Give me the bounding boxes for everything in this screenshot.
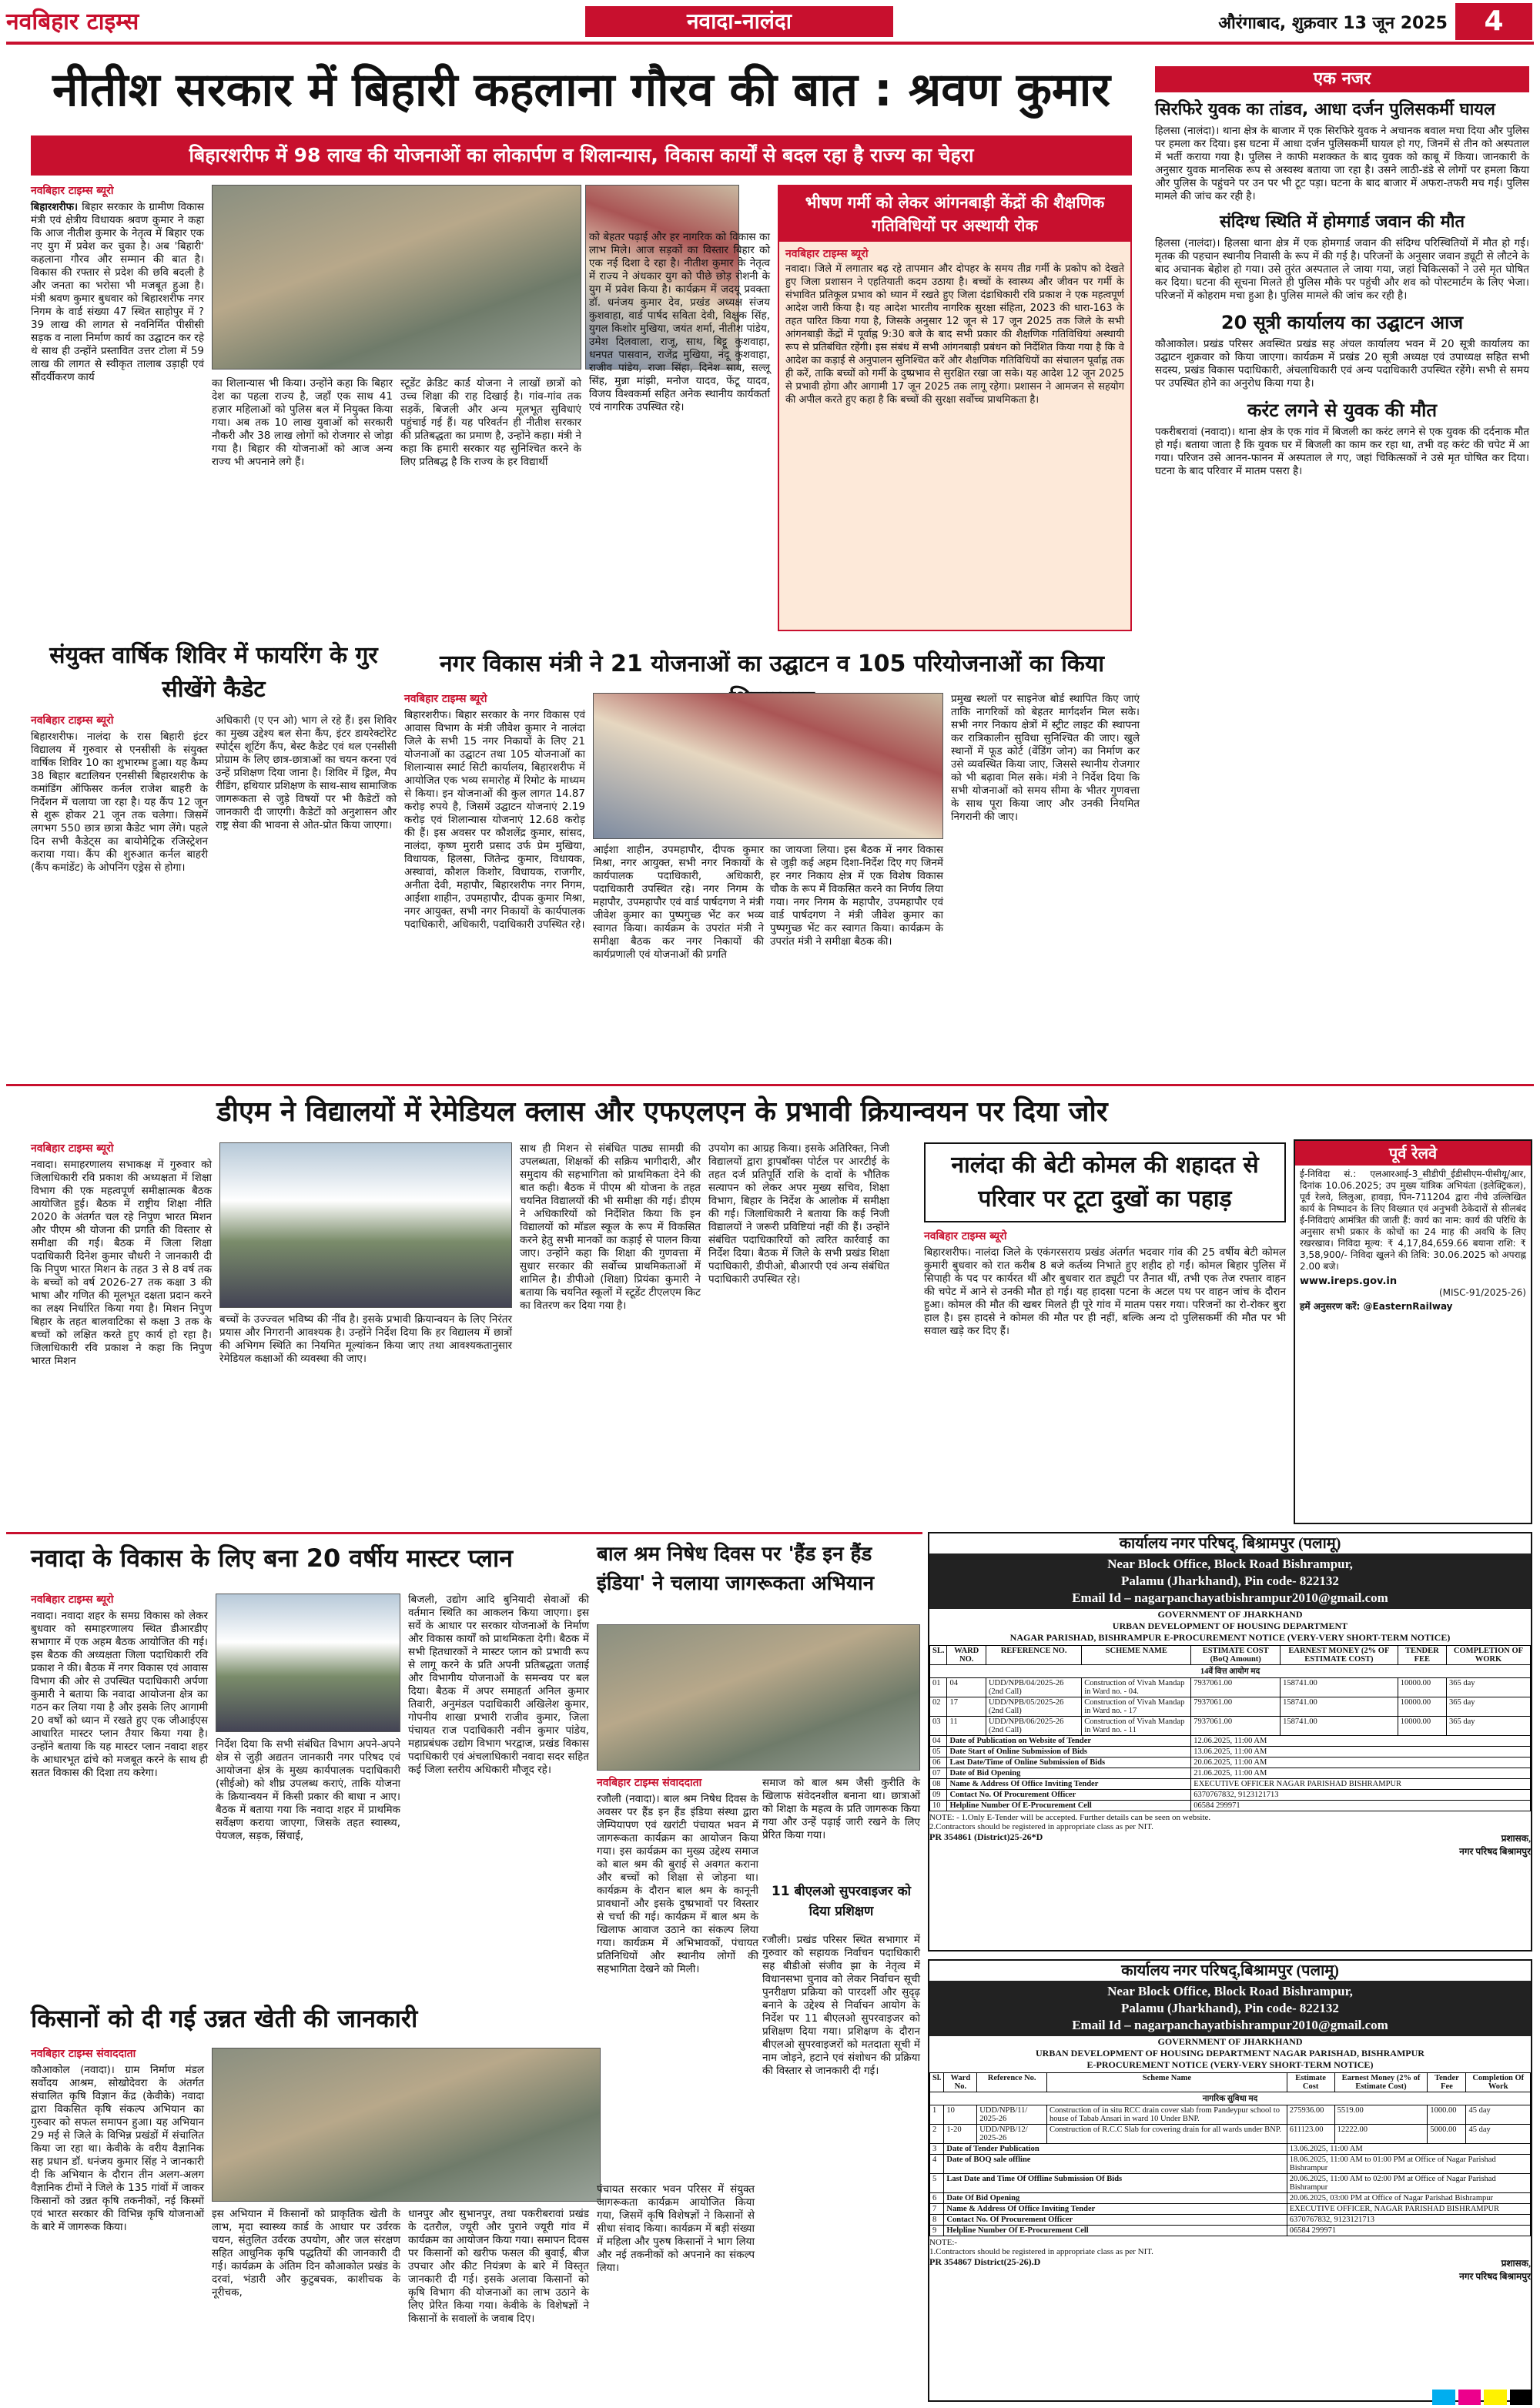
table-cell: 1-20 — [944, 2125, 977, 2144]
table-cell: 20.06.2025, 11:00 AM — [1191, 1758, 1531, 1768]
tender-group-label: 14वें वित्त आयोग मद — [930, 1665, 1531, 1678]
schedule-row — [930, 1779, 1531, 1790]
table-cell: UDD/NPB/05/2025-26 (2nd Call) — [986, 1697, 1081, 1717]
minister-byline: नवबिहार टाइम्स ब्यूरो — [404, 693, 487, 705]
story2-body: हिलसा (नालंदा)। हिलसा थाना क्षेत्र में एक होमगार्ड जवान की संदिग्ध परिस्थितियों में मौत हो गई। मृतक की पहचान स्थानीय निवासी के रूप में की गई है। परिजनों के अनुसार जवान ड्यूटी से लौटने के बाद अचानक बेहोश हो गया। उसे तुरंत अस्पताल ले जाया गया, जहां चिकित्सकों ने उसे मृत घोषित कर दिया। घटना की सूचना मिलते ही पुलिस मौके पर पहुंची और शव को पोस्टमार्टम के लिए भेजा। परिजनों में कोहराम मचा हुआ है। पुलिस मामले की जांच कर रही है। — [1155, 237, 1529, 302]
table-cell: Last Date and Time Of Offline Submission Of Bids — [944, 2174, 1287, 2193]
tender2-address1: Near Block Office, Block Road Bishrampur, — [1107, 1984, 1353, 1998]
farmers-col-2: इस अभियान में किसानों को प्राकृतिक खेती के लाभ, मृदा स्वास्थ्य कार्ड के आधार पर उर्वरक चयन, संतुलित उर्वरक उपयोग, और जल संरक्षण सहित आधुनिक कृषि पद्धतियों की जानकारी दी गई। कार्यक्रम के अंतिम दिन कौआकोल प्रखंड के दरवां, भंडारी और कुटुबचक, काशीचक के नूरीचक, — [212, 2208, 400, 2299]
table-cell: UDD/NPB/04/2025-26 (2nd Call) — [986, 1678, 1081, 1697]
table-cell: 365 day — [1446, 1717, 1530, 1736]
schedule-row — [930, 2215, 1531, 2226]
table-cell: Date Start of Online Submission of Bids — [947, 1747, 1191, 1758]
dm-body-1: नवादा। समाहरणालय सभाकक्ष में गुरुवार को जिलाधिकारी रवि प्रकाश की अध्यक्षता में शिक्षा विभाग की एक महत्वपूर्ण समीक्षात्मक बैठक आयोजित हुई। बैठक में राष्ट्रीय शिक्षा नीति 2020 के अंतर्गत चल रहे निपुण भारत मिशन और पीएम श्री योजना की प्रगति की विस्तार से समीक्षा की गई। बैठक में जिला शिक्षा पदाधिकारी दिनेश कुमार चौधरी ने जानकारी दी कि निपुण भारत मिशन के तहत 3 से 8 वर्ष तक के बच्चों को वर्ष 2026-27 तक कक्षा 3 की भाषा और गणित की मूलभूत दक्षता प्रदान करने का लक्ष्य निर्धारित किया गया है। मिशन निपुण बिहार के तहत बालवाटिका से कक्षा 3 तक के बच्चों को लक्षित करते हुए कार्य हो रहा है। जिलाधिकारी रवि प्रकाश ने कहा कि निपुण भारत मिशन — [31, 1159, 212, 1367]
blo-body: रजौली। प्रखंड परिसर स्थित सभागार में गुरुवार को सहायक निर्वाचन पदाधिकारी सह बीडीओ संजीव झा के नेतृत्व में विधानसभा चुनाव को लेकर निर्वाचन सूची पुनरीक्षण प्रक्रिया को पारदर्शी और सुदृढ़ बनाने के उद्देश्य से निर्वाचन आयोग के निर्देश पर 11 बीएलओ सुपरवाइजर को प्रशिक्षण दिया गया। प्रशिक्षण के दौरान बीएलओ सुपरवाइजरों को मतदाता सूची में नाम जोड़ने, हटाने एवं संशोधन की प्रक्रिया की विस्तार से जानकारी दी गई। — [762, 1934, 920, 2077]
master-plan-headline: नवादा के विकास के लिए बना 20 वर्षीय मास्टर प्लान — [31, 1543, 514, 1573]
table-cell: 20.06.2025, 11:00 AM to 02:00 PM at Office of Nagar Parishad Bishrampur — [1287, 2174, 1530, 2193]
tender2-sign2: नगर परिषद बिश्रामपुर — [1459, 2271, 1531, 2282]
tender1-email[interactable]: Email Id – nagarpanchayatbishrampur2010@gmail.com — [1072, 1590, 1388, 1605]
tender1-address2: Palamu (Jharkhand), Pin code- 822132 — [1121, 1574, 1339, 1588]
page-number: 4 — [1455, 3, 1532, 40]
master-plan-col-3: बिजली, उद्योग आदि बुनियादी सेवाओं की वर्तमान स्थिति का आकलन किया जाएगा। इस सर्वे के आधार पर सरकार योजनाओं के निर्माण और विकास कार्यों को प्राथमिकता देगी। बैठक में सभी हितधारकों ने मास्टर प्लान को प्रभावी रूप से लागू करने के प्रति अपनी प्रतिबद्धता जताई और विभागीय योजनाओं के समन्वय पर बल दिया। बैठक में अपर समाहर्ता अनिल कुमार तिवारी, अनुमंडल पदाधिकारी अखिलेश कुमार, गोपनीय शाखा प्रभारी राजीव कुमार, जिला पंचायत राज पदाधिकारी नवीन कुमार पांडेय, महाप्रबंधक उद्योग विभाग भरद्वाज, प्रखंड विकास पदाधिकारी एवं अंचलाधिकारी नवादा सदर सहित कई जिला स्तरीय अधिकारी मौजूद रहे। — [408, 1594, 589, 1776]
table-cell: Construction of Vivah Mandap in Ward no. - 04. — [1082, 1678, 1191, 1697]
table-cell: EXECUTIVE OFFICER NAGAR PARISHAD BISHRAMPUR — [1191, 1779, 1531, 1790]
tender-col-header: COMPLETION OF WORK — [1446, 1646, 1530, 1665]
table-cell: 12.06.2025, 11:00 AM — [1191, 1736, 1531, 1747]
tender-col-header: Earnest Money (2% of Estimate Cost) — [1334, 2073, 1428, 2092]
table-cell: 6 — [930, 2193, 944, 2204]
table-cell: 2 — [930, 2125, 944, 2144]
header-rule — [6, 42, 1534, 45]
table-cell: 275936.00 — [1287, 2105, 1334, 2125]
table-cell: 9 — [930, 2226, 944, 2236]
schedule-row — [930, 1736, 1531, 1747]
farmers-col-1 — [31, 2048, 204, 2403]
table-cell: 06 — [930, 1758, 947, 1768]
table-cell: 7937061.00 — [1191, 1717, 1281, 1736]
minister-col-1 — [404, 693, 585, 1078]
table-cell: 6370767832, 9123121713 — [1191, 1790, 1531, 1801]
table-cell: 10 — [944, 2105, 977, 2125]
table-cell: 12222.00 — [1334, 2125, 1428, 2144]
schedule-row — [930, 2155, 1531, 2174]
table-cell: 17 — [947, 1697, 986, 1717]
tender1-office: कार्यालय नगर परिषद्, बिश्रामपुर (पलामू) — [1119, 1535, 1341, 1552]
cadet-byline: नवबिहार टाइम्स ब्यूरो — [31, 714, 114, 727]
farmers-col-3: धानपुर और सुभानपुर, तथा पकरीबरावां प्रखंड के दतरौल, ज्यूरी और पुराने ज्यूरी गांव में कार्यक्रम का आयोजन किया गया। समापन दिवस पर किसानों को खरीफ फसल की बुवाई, बीज उपचार और कीट नियंत्रण के बारे में विस्तृत जानकारी दी गई। इसके अलावा किसानों को कृषि विभाग की योजनाओं का लाभ उठाने के लिए प्रेरित किया गया। केवीके के विशेषज्ञों ने किसानों के सवालों के जवाब दिए। — [408, 2208, 589, 2325]
farmers-body-1: कौआकोल (नवादा)। ग्राम निर्माण मंडल सर्वोदय आश्रम, सोखोदेवरा के अंतर्गत संचालित कृषि विज्ञान केंद्र (केवीके) नवादा द्वारा विकसित कृषि संकल्प अभियान का गुरुवार को सफल समापन हुआ। यह अभियान 29 मई से जिले के विभिन्न प्रखंडों में संचालित किया जा रहा था। केवीके के वरीय वैज्ञानिक सह प्रधान डॉ. धनंजय कुमार सिंह ने जानकारी दी कि अभियान के दौरान तीन अलग-अलग वैज्ञानिक टीमों ने जिले के 135 गांवों में जाकर किसानों को उन्नत कृषि तकनीकों, नई किस्मों एवं भारत सरकार की विभिन्न कृषि योजनाओं के बारे में जागरूक किया। — [31, 2064, 204, 2233]
tender2-email[interactable]: Email Id – nagarpanchayatbishrampur2010@gmail.com — [1072, 2018, 1388, 2032]
table-row — [930, 1678, 1531, 1697]
tender1-note1: NOTE: - 1.Only E-Tender will be accepted. Further details can be seen on website. — [929, 1813, 1211, 1822]
table-cell: 13.06.2025, 11:00 AM — [1191, 1747, 1531, 1758]
tender-col-header: REFERENCE NO. — [986, 1646, 1081, 1665]
table-cell: Contact No. Of Procurement Officer — [947, 1790, 1191, 1801]
table-cell: 7 — [930, 2204, 944, 2215]
tender1-gov: GOVERNMENT OF JHARKHAND — [1157, 1609, 1303, 1620]
tender-group-label: नागरिक सुविधा मद — [930, 2092, 1531, 2105]
minister-col-2: का जायजा लिया। इस बैठक में नगर विकास से जुड़ी कई अहम दिशा-निर्देश दिए गए जिनमें हर नगर निकाय क्षेत्र में एक विशेष विकास चौक के रूप में विकसित करने का निर्णय लिया गया। नगर निगम के महापौर, उपमहापौर एवं वार्ड पार्षदगण ने मंत्री जीवेश कुमार का पुष्पगुच्छ भेंट कर स्वागत किया। कार्यक्रम के उपरांत मंत्री ने समीक्षा बैठक की। — [770, 844, 943, 948]
schedule-row — [930, 1801, 1531, 1811]
table-cell: Construction of Vivah Mandap in Ward no. - 17 — [1082, 1697, 1191, 1717]
table-cell: Contact No. Of Procurement Officer — [944, 2215, 1287, 2226]
child-labour-photo — [597, 1624, 920, 1771]
master-plan-byline: नवबिहार टाइम्स ब्यूरो — [31, 1594, 114, 1606]
komal-box — [924, 1142, 1286, 1527]
story1-body: हिलसा (नालंदा)। थाना क्षेत्र के बाजार में एक सिरफिरे युवक ने अचानक बवाल मचा दिया और पुलिस पर हमला कर दिया। इस घटना में आधा दर्जन पुलिसकर्मी घायल हो गए, जिनमें से तीन को अस्पताल में भर्ती कराया गया है। पुलिस ने काफी मशक्कत के बाद युवक को काबू में किया। जानकारी के अनुसार युवक मानसिक रूप से अस्वस्थ बताया जा रहा है। उसने लाठी-डंडे से लोगों पर हमला किया और पुलिस के पहुंचने पर उन पर भी टूट पड़ा। घटना के बाद बाजार में अफरा-तफरी मच गई। पुलिस मामले की जांच कर रही है। — [1155, 125, 1529, 202]
tender1-note2: 2.Contractors should be registered in appropriate class as per NIT. — [929, 1822, 1153, 1831]
blo-headline: 11 बीएलओ सुपरवाइजर को दिया प्रशिक्षण — [771, 1884, 912, 1919]
schedule-row — [930, 1747, 1531, 1758]
table-row — [930, 1717, 1531, 1736]
table-cell: 6370767832, 9123121713 — [1287, 2215, 1530, 2226]
child-labour-byline: नवबिहार टाइम्स संवाददाता — [597, 1777, 702, 1789]
lower-rule — [6, 1532, 922, 1534]
table-cell: UDD/NPB/06/2025-26 (2nd Call) — [986, 1717, 1081, 1736]
table-cell: 09 — [930, 1790, 947, 1801]
tender2-office: कार्यालय नगर परिषद्,बिश्रामपुर (पलामू) — [1121, 1962, 1339, 1979]
tender1-pr: PR 354861 (District)25-26*D — [929, 1831, 1043, 1842]
table-cell: Date Of Bid Opening — [944, 2193, 1287, 2204]
cadet-col-2: अधिकारी (ए एन ओ) भाग ले रहे हैं। इस शिविर का मुख्य उद्देश्य बल सेना कैंप, इंटर डायरेक्टोरेट स्पोर्ट्स शूटिंग कैंप, बेस्ट कैडेट एवं थल एनसीसी प्रोग्राम के लिए छात्र-छात्राओं का चयन करना एवं उन्हें प्रशिक्षण दिया जाना है। शिविर में ड्रिल, मैप रीडिंग, हथियार प्रशिक्षण के साथ-साथ सामाजिक जागरूकता से जुड़े विषयों पर भी कैडेटों को जानकारी दी जाएगी। कैडेटों को अनुशासन और राष्ट्र सेवा की भावना से ओत-प्रोत किया जाएगा। — [216, 714, 397, 831]
tender1-table — [929, 1645, 1531, 1811]
railway-ref: (MISC-91/2025-26) — [1438, 1287, 1526, 1298]
tender-notice-2 — [928, 1959, 1532, 2402]
table-cell: 08 — [930, 1779, 947, 1790]
table-cell: 18.06.2025, 11:00 AM to 01:00 PM at Office of Nagar Parishad Bishrampur — [1287, 2155, 1530, 2174]
story1-headline: सिरफिरे युवक का तांडव, आधा दर्जन पुलिसकर्मी घायल — [1155, 100, 1495, 119]
tender-col-header: Sl. — [930, 2073, 944, 2092]
table-cell: 05 — [930, 1747, 947, 1758]
cadet-headline: संयुक्त वार्षिक शिविर में फायरिंग के गुर सीखेंगे कैडेट — [49, 642, 378, 703]
table-cell: Date of BOQ sale offline — [944, 2155, 1287, 2174]
table-cell: Date of Bid Opening — [947, 1768, 1191, 1779]
table-cell: Date of Tender Publication — [944, 2144, 1287, 2155]
child-labour-headline: बाल श्रम निषेध दिवस पर 'हैंड इन हैंड इंडिया' ने चलाया जागरूकता अभियान — [597, 1543, 875, 1595]
table-cell: Last Date/Time of Online Submission of Bids — [947, 1758, 1191, 1768]
ek-nazar-label: एक नजर — [1155, 66, 1529, 92]
lead-body-1: बिहार सरकार के ग्रामीण विकास मंत्री एवं क्षेत्रीय विधायक श्रवण कुमार ने कहा कि आज नीतीश कुमार के नेतृत्व में बिहार एक नए युग में प्रवेश कर चुका है। अब 'बिहारी' कहलाना गौरव और सम्मान की बात है। विकास की रफ्तार से प्रदेश की छवि बदली है और जनता का भरोसा भी मजबूत हुआ है। मंत्री श्रवण कुमार बुधवार को बिहारशरीफ नगर निगम के वार्ड संख्या 47 स्थित साहोपुर में ?39 लाख की लागत से नवनिर्मित पीसीसी सड़क व नाला निर्माण कार्य का उद्घाटन कर रहे थे साथ ही उन्होंने प्रस्तावित उत्तर टोला में 59 लाख की लागत से स्वीकृत तालाब उड़ाही एवं सौंदर्यीकरण कार्य — [31, 201, 204, 383]
tender-col-header: Tender Fee — [1428, 2073, 1466, 2092]
tender1-sign2: नगर परिषद बिश्रामपुर — [1459, 1846, 1531, 1857]
table-cell: 158741.00 — [1281, 1717, 1398, 1736]
schedule-row — [930, 1790, 1531, 1801]
child-labour-col-2: समाज को बाल श्रम जैसी कुरीति के खिलाफ संवेदनशील बनाना था। छात्राओं को शिक्षा के महत्व के प्रति जागरूक किया गया और उन्हें पढ़ाई जारी रखने के लिए प्रेरित किया गया। — [762, 1777, 920, 1841]
table-cell: 1 — [930, 2105, 944, 2125]
dm-col-3: साथ ही मिशन से संबंधित पाठ्य सामग्री की उपलब्धता, शिक्षकों की सक्रिय भागीदारी, और समुदाय की सहभागिता को प्राथमिकता देने की बात कही। बैठक में पीएम श्री योजना के तहत चयनित विद्यालयों की भी समीक्षा की गई। डीएम ने अधिकारियों को निर्देशित किया कि इन विद्यालयों को मॉडल स्कूल के रूप में विकसित करने हेतु सभी मानकों का कड़ाई से पालन किया जाए। उन्होंने कहा कि शिक्षा की गुणवत्ता में सुधार सरकार की सर्वोच्च प्राथमिकताओं में शामिल है। डीपीओ (शिक्षा) प्रियंका कुमारी ने बताया कि चयनित स्कूलों में स्टूडेंट टीएलएम किट का वितरण कर दिया गया है। — [520, 1142, 701, 1312]
tender2-table — [929, 2072, 1531, 2236]
table-cell: 5519.00 — [1334, 2105, 1428, 2125]
story4-body: पकरीबरावां (नवादा)। थाना क्षेत्र के एक गांव में बिजली का करंट लगने से एक युवक की दर्दनाक मौत हो गई। बताया जाता है कि युवक घर में बिजली का काम कर रहा था, तभी वह करंट की चपेट में आ गया। परिजन उसे आनन-फानन में अस्पताल ले गए, जहां चिकित्सकों ने उसे मृत घोषित कर दिया। घटना के बाद परिवार में मातम पसरा है। — [1155, 426, 1529, 477]
anganwadi-box — [778, 185, 1132, 631]
tender1-header-band — [929, 1553, 1531, 1609]
tender2-header-band — [929, 1981, 1531, 2036]
table-cell: 04 — [930, 1736, 947, 1747]
dm-col-1 — [31, 1142, 212, 1527]
table-cell: 611123.00 — [1287, 2125, 1334, 2144]
anganwadi-byline: नवबिहार टाइम्स ब्यूरो — [785, 248, 869, 260]
tender-col-header: EARNEST MONEY (2% OF ESTIMATE COST) — [1281, 1646, 1398, 1665]
table-row — [930, 1697, 1531, 1717]
child-labour-col-1 — [597, 1777, 758, 2177]
table-cell: 5 — [930, 2174, 944, 2193]
tender1-sign1: प्रशासक, — [1501, 1833, 1531, 1844]
lead-subhead: बिहारशरीफ में 98 लाख की योजनाओं का लोकार्पण व शिलान्यास, विकास कार्यों से बदल रहा है राज्य का चेहरा — [31, 135, 1132, 176]
table-cell: 365 day — [1446, 1697, 1530, 1717]
table-cell: 10000.00 — [1398, 1717, 1446, 1736]
table-cell: Construction of in situ RCC drain cover slab from Pandeypur school to house of Tabab Ansari in ward 10 Under BNP. — [1047, 2105, 1287, 2125]
mid-rule — [6, 1084, 1534, 1086]
table-cell: 158741.00 — [1281, 1678, 1398, 1697]
story2-headline: संदिग्ध स्थिति में होमगार्ड जवान की मौत — [1219, 212, 1465, 232]
dm-col-2: बच्चों के उज्ज्वल भविष्य की नींव है। इसके प्रभावी क्रियान्वयन के लिए निरंतर प्रयास और निगरानी आवश्यक है। उन्होंने निर्देश दिया कि हर विद्यालय में छात्रों की अभिगम स्थिति का नियमित मूल्यांकन किया जाए तथा आवश्यकतानुसार रेमेडियल कक्षाओं की व्यवस्था की जाए। — [219, 1313, 512, 1365]
table-cell: Helpline Number Of E-Procurement Cell — [947, 1801, 1191, 1811]
tender2-sign1: प्रशासक, — [1501, 2258, 1531, 2269]
master-plan-col-1 — [31, 1594, 208, 1994]
schedule-row — [930, 1758, 1531, 1768]
table-cell: 13.06.2025, 11:00 AM — [1287, 2144, 1530, 2155]
anganwadi-body: नवादा। जिले में लगातार बढ़ रहे तापमान और दोपहर के समय तीव्र गर्मी के प्रकोप को देखते हुए जिला प्रशासन ने एहतियाती कदम उठाया है। बच्चों के स्वास्थ्य और जीवन पर गर्मी के संभावित प्रतिकूल प्रभाव को ध्यान में रखते हुए जिला दंडाधिकारी रवि प्रकाश ने एक महत्वपूर्ण आदेश जारी किया है। यह आदेश भारतीय नागरिक सुरक्षा संहिता, 2023 की धारा-163 के तहत पारित किया गया है, जिसके अनुसार 12 जून से 17 जून 2025 तक जिले के सभी आंगनबाड़ी केंद्रों में पूर्वाह्न 9:30 बजे के बाद सभी प्रकार की शैक्षणिक गतिविधियां अस्थायी रूप से प्रतिबंधित रहेंगी। इस संबंध में सभी आंगनबाड़ी प्रबंधन को निर्देशित किया गया है कि वे आदेश का कड़ाई से अनुपालन सुनिश्चित करें और शैक्षणिक गतिविधियों का संचालन पूर्वाह्न तक ही करें, ताकि बच्चों को गर्मी के दुष्प्रभाव से सुरक्षित रखा जा सके। यह आदेश 12 जून 2025 से प्रभावी होगा और आगामी 17 जून 2025 तक लागू रहेगा। प्रशासन ने आमजन से सहयोग की अपील करते हुए कहा है कि बच्चों की सुरक्षा सर्वोच्च प्राथमिकता है। — [785, 263, 1124, 406]
table-cell: 45 day — [1466, 2105, 1531, 2125]
cadet-body-1: बिहारशरीफ। नालंदा के रास बिहारी इंटर विद्यालय में गुरुवार से एनसीसी के संयुक्त वार्षिक शिविर 10 का शुभारम्भ हुआ। यह कैम्प 38 बिहार बटालियन एनसीसी बिहारशरीफ के कमांडिंग ऑफिसर कर्नल राजेश बाहरी के निर्देशन में चलाया जा रहा है। यह कैंप 12 जून से शुरू होकर 21 जून तक चलेगा। जिसमें लगभग 550 छात्र छात्रा कैडेट भाग लेंगे। पहले दिन सभी कैडेट्स का बायोमेट्रिक रजिस्ट्रेशन कराया गया। कैंप की शुरुआत कर्नल बाहरी (कैंप कमांडेंट) के ओपनिंग एड्रेस से होगा। — [31, 731, 208, 874]
railway-follow[interactable]: हमें अनुसरण करें: @EasternRailway — [1300, 1301, 1453, 1312]
lead-byline: नवबिहार टाइम्स ब्यूरो — [31, 185, 114, 197]
schedule-row — [930, 2204, 1531, 2215]
ek-nazar-column — [1155, 95, 1529, 1081]
farmers-byline: नवबिहार टाइम्स संवाददाता — [31, 2048, 136, 2060]
table-cell: 02 — [930, 1697, 947, 1717]
minister-photo — [593, 693, 943, 839]
tender-col-header: SCHEME NAME — [1082, 1646, 1191, 1665]
tender-col-header: Ward No. — [944, 2073, 977, 2092]
minister-col-1b — [593, 844, 764, 1079]
table-cell: 45 day — [1466, 2125, 1531, 2144]
table-cell: 03 — [930, 1717, 947, 1736]
railway-site[interactable]: www.ireps.gov.in — [1300, 1276, 1398, 1287]
schedule-row — [930, 1768, 1531, 1779]
table-cell: 20.06.2025, 03:00 PM at Office of Nagar Parishad Bishrampur — [1287, 2193, 1530, 2204]
table-cell: 5000.00 — [1428, 2125, 1466, 2144]
tender-col-header: Completion Of Work — [1466, 2073, 1531, 2092]
tender-col-header: Estimate Cost — [1287, 2073, 1334, 2092]
cadet-col-1 — [31, 714, 208, 1076]
dateline: औरंगाबाद, शुक्रवार 13 जून 2025 — [1218, 14, 1448, 33]
table-cell: 1000.00 — [1428, 2105, 1466, 2125]
minister-body-1-cont: आईशा शाहीन, उपमहापौर, दीपक कुमार मिश्रा, नगर आयुक्त, सभी नगर निकायों के कार्यपालक पदाधिकारी, अधिकारी, पदाधिकारी उपस्थित रहे। नगर निगम के महापौर, उपमहापौर एवं वार्ड पार्षदगण ने मंत्री जीवेश कुमार का पुष्पगुच्छ भेंट कर भव्य स्वागत किया। कार्यक्रम के उपरांत मंत्री ने समीक्षा बैठक कर नगर निकायों की कार्यप्रणाली एवं योजनाओं की प्रगति — [593, 844, 764, 961]
story3-body: कौआकोल। प्रखंड परिसर अवस्थित प्रखंड सह अंचल कार्यालय भवन में 20 सूत्री कार्यालय का उद्घाटन शुक्रवार को किया जाएगा। कार्यक्रम में प्रखंड 20 सूत्री अध्यक्ष एवं उपाध्यक्ष सहित सभी सदस्य, प्रखंड विकास पदाधिकारी, अंचलाधिकारी एवं अन्य पदाधिकारी उपस्थित रहेंगे। सभी से समय पर उपस्थित होने का अनुरोध किया गया है। — [1155, 338, 1529, 390]
table-cell: 11 — [947, 1717, 986, 1736]
tender2-title: E-PROCUREMENT NOTICE (VERY-VERY SHORT-TERM NOTICE) — [1086, 2059, 1374, 2070]
komal-byline: नवबिहार टाइम्स ब्यूरो — [924, 1230, 1007, 1242]
komal-body: बिहारशरीफ। नालंदा जिले के एकंगरसराय प्रखंड अंतर्गत भदवार गांव की 25 वर्षीय बेटी कोमल कुमारी बुधवार को रात करीब 8 बजे कर्तव्य निभाते हुए शहीद हो गईं। कोमल बिहार पुलिस में सिपाही के पद पर कार्यरत थीं और बुधवार रात ड्यूटी पर तैनात थीं, तभी एक तेज रफ्तार वाहन की चपेट में आने से उनकी मौत हो गई। यह हादसा पटना के अटल पथ पर वाहन जांच के दौरान हुआ। कोमल की मौत की खबर मिलते ही पूरे गांव में मातम पसर गया। परिजनों का रो-रोकर बुरा हाल है। इस हादसे ने कोमल की मौत पर ही नहीं, बल्कि अन्य दो पुलिसकर्मी की मौत पर भी सवाल खड़े कर दिए हैं। — [924, 1246, 1286, 1337]
tender-col-header: Scheme Name — [1047, 2073, 1287, 2092]
minister-headline: नगर विकास मंत्री ने 21 योजनाओं का उद्घाटन व 105 परियोजनाओं का किया — [439, 650, 1105, 677]
tender-col-header: WARD NO. — [947, 1646, 986, 1665]
table-cell: EXECUTIVE OFFICER, NAGAR PARISHAD BISHRAMPUR — [1287, 2204, 1530, 2215]
schedule-row — [930, 2174, 1531, 2193]
tender2-note2: 1.Contractors should be registered in appropriate class as per NIT. — [929, 2247, 1153, 2256]
master-plan-body-1: नवादा। नवादा शहर के समग्र विकास को लेकर बुधवार को समाहरणालय स्थित डीआरडीए सभागार में एक अहम बैठक आयोजित की गई। इस बैठक की अध्यक्षता जिला पदाधिकारी रवि प्रकाश ने की। बैठक में नगर विकास एवं आवास विभाग की ओर से उपस्थित पदाधिकारी अर्पणा कुमारी ने बताया कि नवादा आयोजना क्षेत्र का गठन कर लिया गया है और इसके लिए आगामी 20 वर्षों को ध्यान में रखते हुए एक जीआईएस आधारित मास्टर प्लान तैयार किया गया है। उन्होंने बताया कि यह मास्टर प्लान नवादा शहर के आधारभूत ढांचे को मजबूत करने के साथ ही सतत विकास की दिशा तय करेगा। — [31, 1610, 208, 1779]
table-cell: Name & Address Of Office Inviting Tender — [944, 2204, 1287, 2215]
dm-meeting-photo — [219, 1142, 512, 1308]
table-cell: 158741.00 — [1281, 1697, 1398, 1717]
table-cell: 06584 299971 — [1287, 2226, 1530, 2236]
table-cell: 21.06.2025, 11:00 AM — [1191, 1768, 1531, 1779]
minister-col-3: प्रमुख स्थलों पर साइनेज बोर्ड स्थापित किए जाएं ताकि नागरिकों को बेहतर मार्गदर्शन मिल सके। सभी नगर निकाय क्षेत्रों में स्ट्रीट लाइट की स्थापना कर रात्रिकालीन सुविधा सुनिश्चित की जाए। खुले स्थानों में फूड कोर्ट (वेंडिंग जोन) का निर्माण कर उसे व्यवस्थित किया जाए, जिससे स्थानीय रोजगार को भी बढ़ावा मिल सके। मंत्री ने निर्देश दिया कि सभी योजनाओं को समय सीमा के भीतर गुणवत्ता के साथ पूरा किया जाए और उनकी नियमित निगरानी की जाए। — [951, 693, 1140, 823]
dm-byline: नवबिहार टाइम्स ब्यूरो — [31, 1142, 114, 1155]
schedule-row — [930, 2193, 1531, 2204]
minister-body-1: बिहारशरीफ। बिहार सरकार के नगर विकास एवं आवास विभाग के मंत्री जीवेश कुमार ने नालंदा जिले के सभी 15 नगर निकायों के लिए 21 योजनाओं का उद्घाटन तथा 105 योजनाओं का शिलान्यास स्मार्ट सिटी कार्यालय, बिहारशरीफ में आयोजित एक भव्य समारोह में रिमोट के माध्यम से किया। इन योजनाओं की कुल लागत 14.87 करोड़ रुपये है, जिसमें उद्घाटन योजनाएं 2.19 करोड़ एवं शिलान्यास योजनाएं 12.68 करोड़ की हैं। इस अवसर पर कौशलेंद्र कुमार, सांसद, नालंदा, कृष्ण मुरारी प्रसाद उर्फ प्रेम मुखिया, विधायक, हिलसा, जितेन्द्र कुमार, विधायक, अस्थावां, कौशल किशोर, विधायक, राजगीर, अनीता देवी, महापौर, बिहारशरीफ नगर निगम, आईशा शाहीन, उपमहापौर, दीपक कुमार मिश्रा, नगर आयुक्त, सभी नगर निकायों के कार्यपालक पदाधिकारी, अधिकारी, पदाधिकारी उपस्थित रहे। — [404, 709, 585, 931]
tender1-address1: Near Block Office, Block Road Bishrampur, — [1107, 1557, 1353, 1571]
table-cell: Construction of Vivah Mandap in Ward no. - 11 — [1082, 1717, 1191, 1736]
table-cell: 7937061.00 — [1191, 1678, 1281, 1697]
railway-ad — [1294, 1139, 1532, 1524]
table-cell: 3 — [930, 2144, 944, 2155]
table-cell: UDD/NPB/12/ 2025-26 — [977, 2125, 1047, 2144]
railway-body: ई-निविदा सं.: एलआरआई-3_सीडीपी_ईडीसीएम-पीसीयू/आर, दिनांक 10.06.2025; उप मुख्य यांत्रिक अभियंता (इलेक्ट्रिकल), पूर्व रेलवे, लिलुआ, हावड़ा, पिन-711204 द्वारा नीचे उल्लिखित कार्य के निष्पादन के लिए विख्यात एवं अनुभवी ठेकेदारों से सीलबंद ई-निविदाएं आमंत्रित की जाती हैं: कार्य का नाम: कार्य की परिधि के अनुसार सभी प्रकार के कोचों का 24 माह की अवधि के लिए रखरखाव। निविदा मूल्य: ₹ 4,17,84,659.66 बयाना राशि: ₹ 3,58,900/- निविदा खुलने की तिथि: 30.06.2025 को अपराह्न 2.00 बजे। — [1300, 1169, 1526, 1272]
master-plan-col-2: निर्देश दिया कि सभी संबंधित विभाग अपने-अपने क्षेत्र से जुड़ी अद्यतन जानकारी नगर परिषद एवं आयोजना क्षेत्र के मुख्य कार्यपालक पदाधिकारी (सीईओ) को शीघ्र उपलब्ध कराएं, ताकि योजना के क्रियान्वयन में किसी प्रकार की बाधा न आए। बैठक में बताया गया कि नवादा शहर में प्राथमिक सर्वेक्षण कराया जाएगा, जिसके तहत स्वास्थ्य, पेयजल, सड़क, सिंचाई, — [216, 1738, 400, 1842]
registration-marks — [1432, 2390, 1532, 2405]
table-row — [930, 2125, 1531, 2144]
table-cell: 10 — [930, 1801, 947, 1811]
table-cell: Construction of R.C.C Slab for covering drain for all wards under BNP. — [1047, 2125, 1287, 2144]
master-plan-photo — [216, 1594, 400, 1732]
table-cell: 365 day — [1446, 1678, 1530, 1697]
schedule-row — [930, 2226, 1531, 2236]
table-cell: Date of Publication on Website of Tender — [947, 1736, 1191, 1747]
tender2-pr: PR 354867 District(25-26).D — [929, 2256, 1041, 2267]
table-cell: UDD/NPB/11/ 2025-26 — [977, 2105, 1047, 2125]
farmers-col-4: पंचायत सरकार भवन परिसर में संयुक्त जागरूकता कार्यक्रम आयोजित किया गया, जिसमें कृषि विशेषज्ञों ने किसानों से सीधा संवाद किया। कार्यक्रम में बड़ी संख्या में महिला और पुरुष किसानों ने भाग लिया और नई तकनीकों को अपनाने का संकल्प लिया। — [597, 2183, 755, 2274]
farmers-headline: किसानों को दी गई उन्नत खेती की जानकारी — [31, 2004, 418, 2033]
tender2-note1: NOTE:- — [929, 2238, 958, 2247]
table-cell: 10000.00 — [1398, 1678, 1446, 1697]
lead-photo-minister-inauguration — [212, 185, 581, 370]
table-cell: Helpline Number Of E-Procurement Cell — [944, 2226, 1287, 2236]
table-cell: Name & Address Of Office Inviting Tender — [947, 1779, 1191, 1790]
farmers-photo — [212, 2048, 601, 2202]
lead-dateline: बिहारशरीफ। — [31, 201, 79, 213]
lead-col-2: का शिलान्यास भी किया। उन्होंने कहा कि बिहार देश का पहला राज्य है, जहाँ एक साथ 41 हज़ार महिलाओं को पुलिस बल में नियुक्त किया गया। अब तक 10 लाख युवाओं को सरकारी नौकरी और 38 लाख लोगों को रोजगार से जोड़ा गया है। बिहार की योजनाओं को आज अन्य राज्य भी अपनाने लगे हैं। — [212, 377, 393, 468]
lead-col-1 — [31, 185, 204, 631]
tender1-title: NAGAR PARISHAD, BISHRAMPUR E-PROCUREMENT NOTICE (VERY-VERY SHORT-TERM NOTICE) — [1009, 1632, 1451, 1643]
masthead: नवबिहार टाइम्स — [6, 8, 139, 35]
table-cell: 04 — [947, 1678, 986, 1697]
tender1-dept: URBAN DEVELOPMENT OF HOUSING DEPARTMENT — [1112, 1620, 1348, 1631]
story3-headline: 20 सूत्री कार्यालय का उद्घाटन आज — [1220, 312, 1464, 333]
table-cell: 4 — [930, 2155, 944, 2174]
schedule-row — [930, 2144, 1531, 2155]
tender2-dept: URBAN DEVELOPMENT OF HOUSING DEPARTMENT NAGAR PARISHAD, BISHRAMPUR — [1036, 2048, 1424, 2059]
tender2-gov: GOVERNMENT OF JHARKHAND — [1157, 2036, 1303, 2047]
tender-col-header: Reference No. — [977, 2073, 1047, 2092]
table-row — [930, 2105, 1531, 2125]
dm-headline: डीएम ने विद्यालयों में रेमेडियल क्लास और एफएलएन के प्रभावी क्रियान्वयन पर दिया जोर — [216, 1096, 1108, 1128]
anganwadi-headline: भीषण गर्मी को लेकर आंगनबाड़ी केंद्रों की शैक्षणिक गतिविधियों पर अस्थायी रोक — [779, 186, 1130, 242]
table-cell: 07 — [930, 1768, 947, 1779]
tender-col-header: ESTIMATE COST (BoQ Amount) — [1191, 1646, 1281, 1665]
table-cell: 7937061.00 — [1191, 1697, 1281, 1717]
lead-col-3: स्टूडेंट क्रेडिट कार्ड योजना ने लाखों छात्रों को उच्च शिक्षा की राह दिखाई है। गांव-गांव तक सड़कें, बिजली और अन्य मूलभूत सुविधाएं पहुंचाई गई हैं। यह परिवर्तन ही नीतीश सरकार की प्रतिबद्धता का प्रमाण है, उन्होंने कहा। मंत्री ने कहा कि हमारी सरकार यह सुनिश्चित करने के लिए प्रतिबद्ध है कि राज्य के हर विद्यार्थी — [400, 377, 581, 468]
child-labour-body-1: रजौली (नवादा)। बाल श्रम निषेध दिवस के अवसर पर हैंड इन हैंड इंडिया संस्था द्वारा जेम्पियापण एवं खरांटी पंचायत भवन में जागरूकता कार्यक्रम का आयोजन किया गया। इस कार्यक्रम का मुख्य उद्देश्य समाज को बाल श्रम की बुराई से अवगत कराना और बच्चों को शिक्षा से जोड़ना था। कार्यक्रम के दौरान बाल श्रम के कानूनी प्रावधानों और इसके दुष्प्रभावों पर विस्तार से चर्चा की गई। कार्यक्रम में बाल श्रम के खिलाफ आवाज उठाने का संकल्प लिया गया। कार्यक्रम में अभिभावकों, पंचायत प्रतिनिधियों और स्थानीय लोगों की सहभागिता देखने को मिली। — [597, 1793, 758, 1975]
table-cell: 8 — [930, 2215, 944, 2226]
table-cell: 06584 299971 — [1191, 1801, 1531, 1811]
tender-col-header: SL. — [930, 1646, 947, 1665]
dm-col-4: उपयोग का आग्रह किया। इसके अतिरिक्त, निजी विद्यालयों द्वारा ड्रापबॉक्स पोर्टल पर आरटीई के तहत दर्ज प्रतिपूर्ति राशि के दावों के भौतिक सत्यापन को लेकर अपर मुख्य सचिव, शिक्षा विभाग, बिहार के निर्देश के आलोक में समीक्षा की गई। जिलाधिकारी ने बताया कि कई निजी विद्यालयों ने जरूरी प्रविष्टियां नहीं की हैं। उन्होंने संबंधित पदाधिकारियों को त्वरित कार्रवाई का निर्देश दिया। बैठक में जिले के सभी प्रखंड शिक्षा पदाधिकारी, डीपीओ, बीआरपी एवं अन्य संबंधित पदाधिकारी उपस्थित रहे। — [708, 1142, 889, 1286]
section-banner: नवादा-नालंदा — [585, 6, 893, 37]
tender-col-header: TENDER FEE — [1398, 1646, 1446, 1665]
tender2-address2: Palamu (Jharkhand), Pin code- 822132 — [1121, 2001, 1339, 2015]
table-cell: 10000.00 — [1398, 1697, 1446, 1717]
tender-notice-1 — [928, 1532, 1532, 1951]
railway-label: पूर्व रेलवे — [1295, 1141, 1531, 1166]
lead-col-4: को बेहतर पढ़ाई और हर नागरिक को विकास का लाभ मिले। आज सड़कों का विस्तार बिहार को एक नई दिशा दे रहा है। नीतीश कुमार के नेतृत्व में राज्य ने अंधकार युग को पीछे छोड़ रोशनी के युग में प्रवेश किया है। कार्यक्रम में जदयू प्रवक्ता डॉ. धनंजय कुमार देव, प्रखंड अध्यक्ष संजय कुशवाहा, वार्ड पार्षद सविता देवी, विक्षुक सिंह, युगल किशोर मुखिया, जयंत शर्मा, नीतीश पांडेय, उमेश दिलवाला, राजू, साथ, बिट्टू कुशवाहा, धनपत पासवान, राजेंद्र मुखिया, नंदू कुशवाहा, राजीव पांडेय, राजा सिंहा, दिनेश साव, सल्लू सिंह, मुन्ना मांझी, मनोज यादव, फेंटू यादव, विजय विश्वकर्मा सहित अनेक स्थानीय कार्यकर्ता एवं नागरिक उपस्थित रहे। — [589, 231, 770, 413]
lead-headline: नीतीश सरकार में बिहारी कहलाना गौरव की बात : श्रवण कुमार — [52, 63, 1110, 117]
komal-headline: नालंदा की बेटी कोमल की शहादत से परिवार पर टूटा दुखों का पहाड़ — [924, 1142, 1286, 1222]
story4-headline: करंट लगने से युवक की मौत — [1247, 400, 1438, 421]
table-cell: 01 — [930, 1678, 947, 1697]
